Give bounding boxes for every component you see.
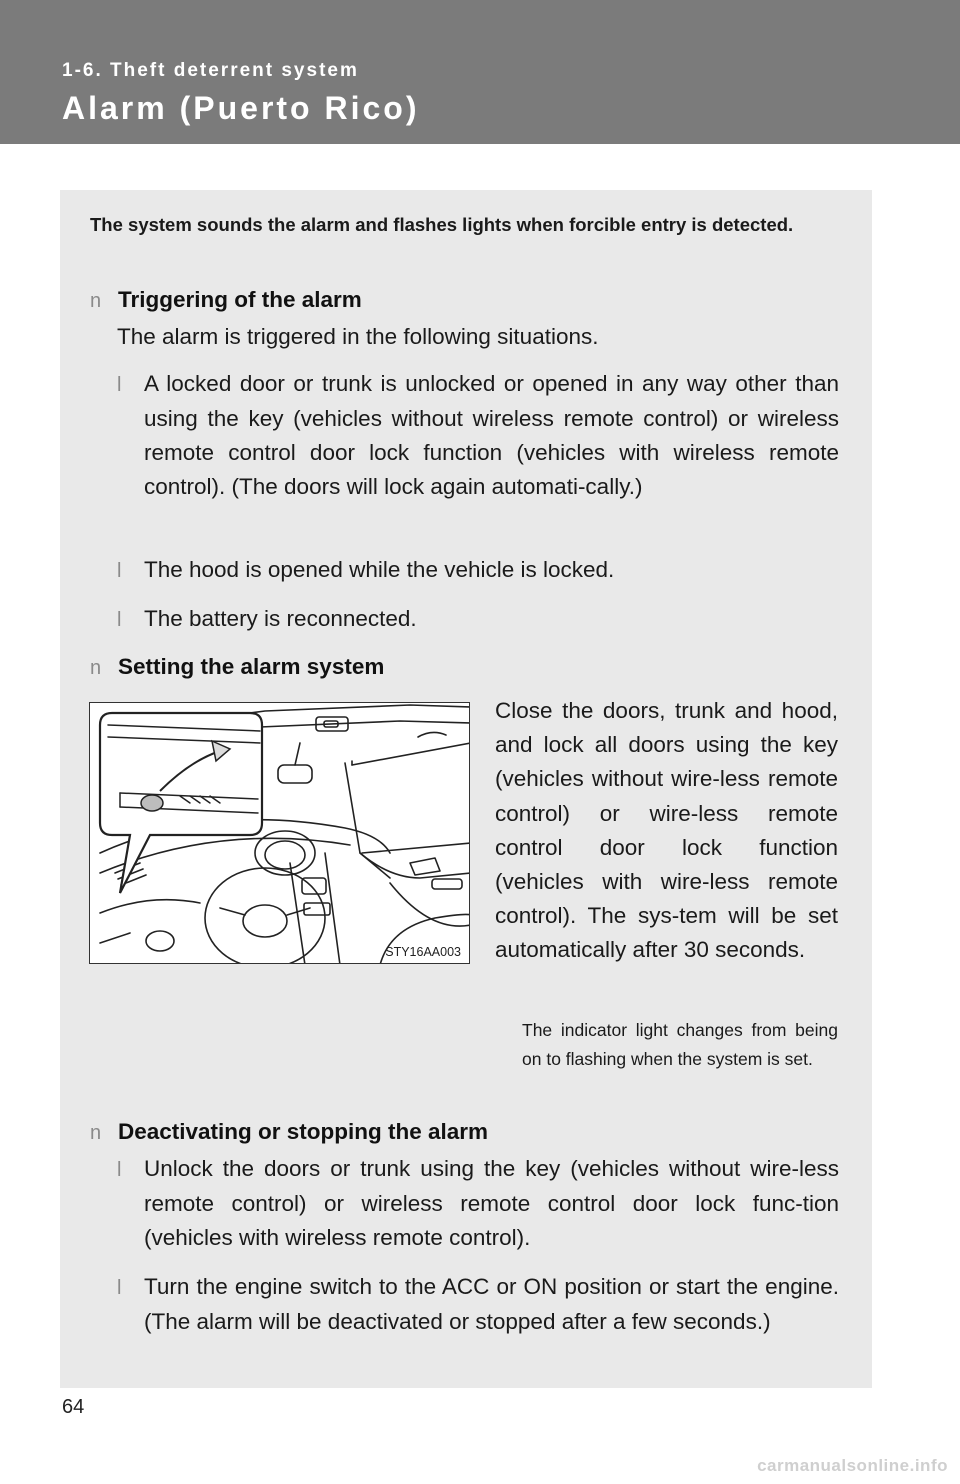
heading-deactivating — [90, 1119, 488, 1145]
list-item — [117, 1270, 839, 1339]
bullet-marker: n — [90, 657, 102, 679]
list-item-text: The battery is reconnected. — [144, 606, 417, 631]
heading-deactivating-label: Deactivating or stopping the alarm — [118, 1119, 489, 1144]
sub-marker: l — [117, 609, 122, 631]
bullet-marker: n — [90, 1122, 102, 1144]
sub-marker: l — [117, 1277, 122, 1299]
car-interior-drawing — [90, 703, 470, 964]
heading-setting-label: Setting the alarm system — [118, 654, 385, 679]
heading-triggering — [90, 287, 362, 313]
list-item-text: The hood is opened while the vehicle is locked. — [144, 557, 615, 582]
list-item — [117, 602, 839, 637]
setting-note: The indicator light changes from being on to flashing when the system is set. — [522, 1020, 838, 1069]
list-item — [117, 1152, 839, 1255]
setting-text: Close the doors, trunk and hood, and lock all doors using the key (vehicles without wire-less remote control) or wire-less remote control door lock function (vehicles with wire-less remote control). The sys-tem will be set automatically after 30 seconds. — [495, 698, 838, 963]
list-item-text: A locked door or trunk is unlocked or opened in any way other than using the key (vehicles without wireless remote control) or wireless remote control door lock function (vehicles with wireless remote control). (The doors will lock again automati-cally.) — [144, 371, 839, 499]
sub-marker: l — [117, 374, 122, 396]
watermark: carmanualsonline.info — [757, 1456, 948, 1475]
page-number: 64 — [62, 1396, 85, 1418]
list-item — [117, 553, 839, 588]
illustration-code: STY16AA003 — [385, 945, 461, 959]
heading-setting — [90, 654, 384, 680]
list-item-text: Unlock the doors or trunk using the key (vehicles without wire-less remote control) or wireless remote control door lock func-tion (vehicles with wireless remote control). — [144, 1156, 839, 1250]
section-label: 1-6. Theft deterrent system — [62, 60, 359, 81]
sub-marker: l — [117, 560, 122, 582]
heading-triggering-label: Triggering of the alarm — [118, 287, 362, 312]
page-header — [0, 0, 960, 144]
bullet-marker: n — [90, 290, 102, 312]
list-item-text: Turn the engine switch to the ACC or ON position or start the engine. (The alarm will be deactivated or stopped after a few seconds.) — [144, 1274, 839, 1334]
triggering-lead: The alarm is triggered in the following situations. — [117, 324, 599, 349]
list-item — [117, 367, 839, 504]
intro-text: The system sounds the alarm and flashes lights when forcible entry is detected. — [90, 214, 794, 235]
dashboard-illustration — [89, 702, 470, 964]
page-title: Alarm (Puerto Rico) — [62, 90, 420, 126]
sub-marker: l — [117, 1159, 122, 1181]
